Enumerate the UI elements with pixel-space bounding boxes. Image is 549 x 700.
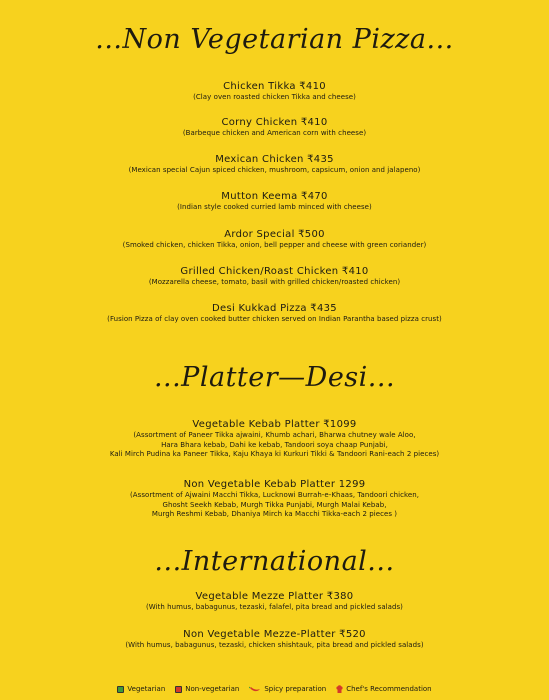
- item-name: Ardor Special ₹500: [224, 229, 325, 240]
- legend-nonveg-label: Non-vegetarian: [185, 685, 240, 693]
- nonveg-square-icon: [175, 686, 182, 693]
- item-desc: (With humus, babagunus, tezaski, chicken shishtauk, pita bread and pickled salads): [125, 641, 424, 649]
- item-desc: (Mozzarella cheese, tomato, basil with grilled chicken/roasted chicken): [148, 278, 401, 286]
- chef-hat-icon: [336, 685, 343, 693]
- menu-item: [0, 190, 549, 213]
- veg-square-icon: [117, 686, 124, 693]
- item-name: Mexican Chicken ₹435: [215, 154, 334, 165]
- legend-chef-label: Chef's Recommendation: [346, 685, 432, 693]
- menu-item: [0, 80, 549, 103]
- section-title-pizza: ...Non Vegetarian Pizza...: [95, 24, 454, 55]
- item-desc-line: Hara Bhara kebab, Dahi ke kebab, Tandoori soya chaap Punjabi,: [161, 440, 388, 449]
- legend-chef: [336, 685, 431, 693]
- item-desc-line: Ghosht Seekh Kebab, Murgh Tikka Punjabi, Murgh Malai Kebab,: [162, 500, 387, 509]
- section-title-platter: ...Platter—Desi...: [153, 362, 396, 393]
- item-name: Mutton Keema ₹470: [221, 191, 328, 202]
- menu-item: [0, 418, 549, 460]
- legend-nonveg: [175, 685, 239, 693]
- legend-veg: [117, 685, 165, 693]
- item-name: Vegetable Kebab Platter ₹1099: [192, 419, 357, 430]
- menu-item: [0, 302, 549, 325]
- item-name: Vegetable Mezze Platter ₹380: [195, 591, 354, 602]
- section-title-international: ...International...: [154, 546, 395, 577]
- legend-veg-label: Vegetarian: [127, 685, 166, 693]
- item-desc: (Barbeque chicken and American corn with cheese): [182, 129, 367, 137]
- item-desc: (Indian style cooked curried lamb minced with cheese): [177, 203, 372, 211]
- item-desc-line: (Assortment of Paneer Tikka ajwaini, Khumb achari, Bharwa chutney wale Aloo,: [133, 431, 416, 439]
- menu-item: [0, 228, 549, 251]
- menu-item: [0, 265, 549, 288]
- menu-item: [0, 153, 549, 176]
- item-desc: (With humus, babagunus, tezaski, falafel, pita bread and pickled salads): [146, 603, 403, 611]
- menu-item: [0, 628, 549, 651]
- item-name: Non Vegetable Mezze-Platter ₹520: [183, 629, 366, 640]
- chili-icon: [249, 686, 261, 692]
- item-desc-line: Kali Mirch Pudina ka Paneer Tikka, Kaju Khaya ki Kurkuri Tikki & Tandoori Rani-each 2 pieces): [109, 450, 440, 458]
- legend: [0, 682, 549, 696]
- item-desc-line: (Assortment of Ajwaini Macchi Tikka, Lucknowi Burrah-e-Khaas, Tandoori chicken,: [130, 491, 419, 499]
- item-desc: (Fusion Pizza of clay oven cooked butter chicken served on Indian Parantha based pizza crust): [107, 315, 442, 323]
- menu-item: [0, 116, 549, 139]
- item-name: Chicken Tikka ₹410: [223, 81, 326, 92]
- legend-spicy: [249, 685, 326, 693]
- menu-item: [0, 478, 549, 520]
- item-name: Corny Chicken ₹410: [221, 117, 328, 128]
- item-desc: (Smoked chicken, chicken Tikka, onion, bell pepper and cheese with green coriander): [122, 241, 427, 249]
- item-desc-line: Murgh Reshmi Kebab, Dhaniya Mirch ka Macchi Tikka-each 2 pieces ): [151, 510, 398, 518]
- item-name: Non Vegetable Kebab Platter 1299: [183, 479, 366, 490]
- item-name: Desi Kukkad Pizza ₹435: [212, 303, 337, 314]
- item-desc: (Clay oven roasted chicken Tikka and cheese): [193, 93, 356, 101]
- legend-spicy-label: Spicy preparation: [264, 685, 327, 693]
- item-name: Grilled Chicken/Roast Chicken ₹410: [180, 266, 369, 277]
- item-desc: (Mexican special Cajun spiced chicken, mushroom, capsicum, onion and jalapeno): [128, 166, 421, 174]
- menu-item: [0, 590, 549, 613]
